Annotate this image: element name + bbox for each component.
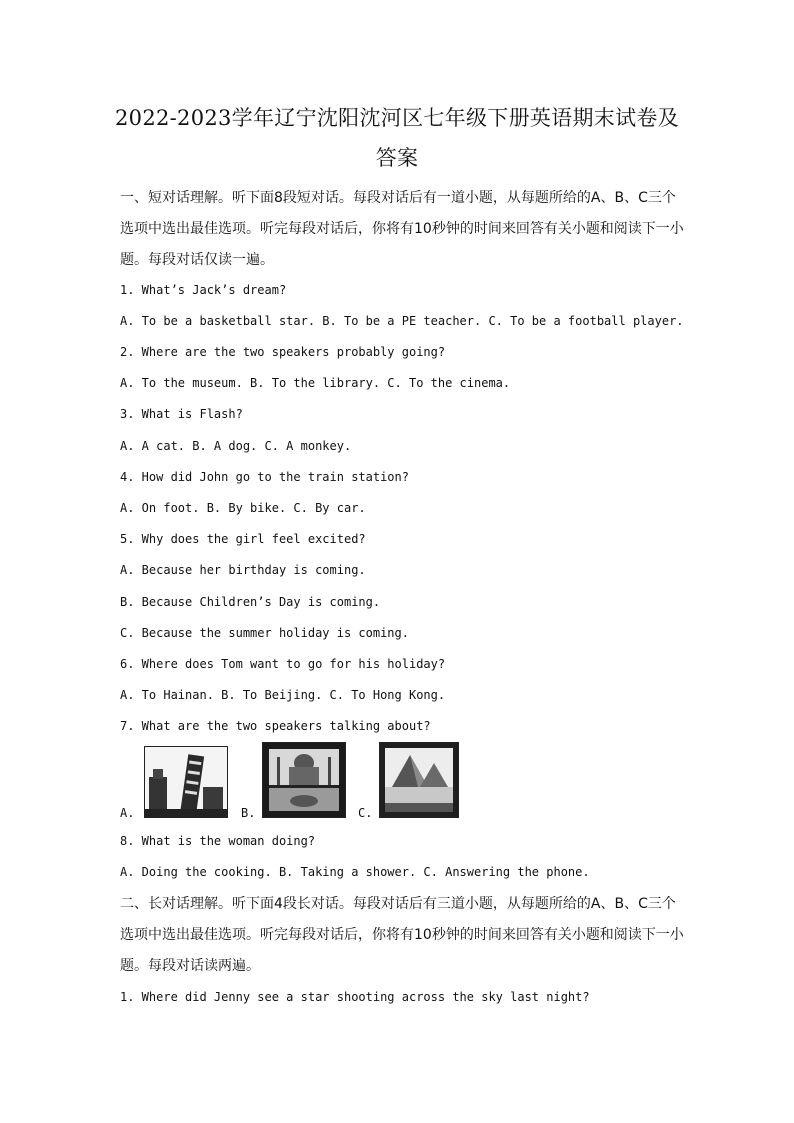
question-4-options: A. On foot. B. By bike. C. By car. xyxy=(120,501,366,515)
question-2-options: A. To the museum. B. To the library. C. To the cinema. xyxy=(120,376,511,390)
question-3-options: A. A cat. B. A dog. C. A monkey. xyxy=(120,439,352,453)
question-8-options: A. Doing the cooking. B. Taking a shower. C. Answering the phone. xyxy=(120,865,590,879)
leaning-tower-photo xyxy=(144,746,228,818)
question-6-options: A. To Hainan. B. To Beijing. C. To Hong Kong. xyxy=(120,688,446,702)
question-2: 2. Where are the two speakers probably going? xyxy=(120,345,446,359)
document-title-line-1: 2022-2023学年辽宁沈阳沈河区七年级下册英语期末试卷及 xyxy=(115,106,679,130)
section2-instructions-line-2: 选项中选出最佳选项。听完每段对话后，你将有10秒钟的时间来回答有关小题和阅读下一小 xyxy=(120,927,684,943)
pyramids-photo xyxy=(379,742,459,818)
section2-instructions-line-1: 二、长对话理解。听下面4段长对话。每段对话后有三道小题，从每题所给的A、B、C三个 xyxy=(120,896,676,912)
section1-instructions-line-3: 题。每段对话仅读一遍。 xyxy=(120,252,274,268)
section2-question-1: 1. Where did Jenny see a star shooting across the sky last night? xyxy=(120,990,590,1004)
question-5-option-b: B. Because Children’s Day is coming. xyxy=(120,595,381,609)
section2-instructions-line-3: 题。每段对话读两遍。 xyxy=(120,958,260,974)
question-5: 5. Why does the girl feel excited? xyxy=(120,532,366,546)
question-1: 1. What’s Jack’s dream? xyxy=(120,283,287,297)
taj-mahal-photo xyxy=(262,742,346,818)
section1-instructions-line-2: 选项中选出最佳选项。听完每段对话后，你将有10秒钟的时间来回答有关小题和阅读下一小 xyxy=(120,221,684,237)
document-title-line-2: 答案 xyxy=(375,146,419,170)
question-5-option-c: C. Because the summer holiday is coming. xyxy=(120,626,409,640)
question-7-picture-options xyxy=(120,742,480,820)
question-5-option-a: A. Because her birthday is coming. xyxy=(120,563,366,577)
question-3: 3. What is Flash? xyxy=(120,407,243,421)
question-7-option-c-label: C. xyxy=(358,806,373,820)
question-7-option-b-label: B. xyxy=(241,806,256,820)
question-7: 7. What are the two speakers talking about? xyxy=(120,719,431,733)
question-6: 6. Where does Tom want to go for his holiday? xyxy=(120,657,446,671)
section1-instructions-line-1: 一、短对话理解。听下面8段短对话。每段对话后有一道小题，从每题所给的A、B、C三个 xyxy=(120,190,676,206)
question-4: 4. How did John go to the train station? xyxy=(120,470,409,484)
question-7-option-a-label: A. xyxy=(120,806,135,820)
question-8: 8. What is the woman doing? xyxy=(120,834,316,848)
question-1-options: A. To be a basketball star. B. To be a PE teacher. C. To be a football player. xyxy=(120,314,684,328)
